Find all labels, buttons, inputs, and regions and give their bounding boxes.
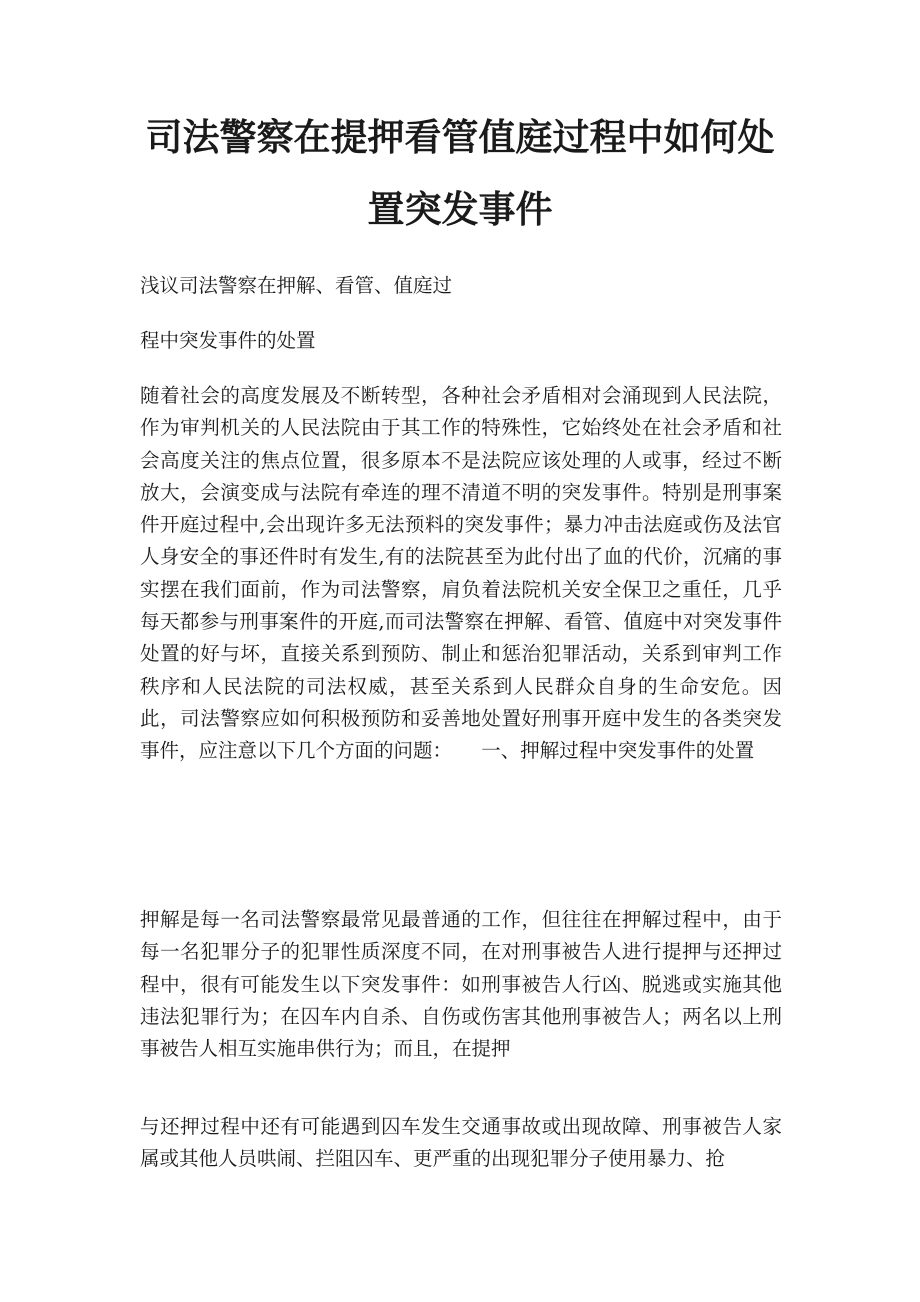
subtitle-line-1: 浅议司法警察在押解、看管、值庭过: [140, 274, 453, 297]
document-title-line-1: 司法警察在提押看管值庭过程中如何处: [145, 116, 775, 159]
document-title-line-2: 置突发事件: [367, 188, 553, 231]
body-paragraph-2: 押解是每一名司法警察最常见最普通的工作，但往往在押解过程中，由于每一名犯罪分子的犯罪性质深度不同，在对刑事被告人进行提押与还押过程中，很有可能发生以下突发事件：如刑事被告人行凶、脱逃或实施其他违法犯罪行为；在囚车内自杀、自伤或伤害其他刑事被告人；两名以上刑事被告人相互实施串供行为；而且，在提押: [140, 908, 782, 1061]
subtitle-line-2: 程中突发事件的处置: [140, 329, 316, 352]
body-paragraph-1: 随着社会的高度发展及不断转型，各种社会矛盾相对会涌现到人民法院，作为审判机关的人民法院由于其工作的特殊性，它始终处在社会矛盾和社会高度关注的焦点位置，很多原本不是法院应该处理的人或事，经过不断放大，会演变成与法院有牵连的理不清道不明的突发事件。特别是刑事案件开庭过程中,会出现许多无法预料的突发事件；暴力冲击法庭或伤及法官人身安全的事还件时有发生,有的法院甚至为此付出了血的代价，沉痛的事实摆在我们面前，作为司法警察，肩负着法院机关安全保卫之重任，几乎每天都参与刑事案件的开庭,而司法警察在押解、看管、值庭中对突发事件处置的好与坏，直接关系到预防、制止和惩治犯罪活动，关系到审判工作秩序和人民法院的司法权威，甚至关系到人民群众自身的生命安危。因此，司法警察应如何积极预防和妥善地处置好刑事开庭中发生的各类突发事件，应注意以下几个方面的问题： 一、押解过程中突发事件的处置: [140, 384, 782, 763]
body-paragraph-3: 与还押过程中还有可能遇到囚车发生交通事故或出现故障、刑事被告人家属或其他人员哄闹、拦阻囚车、更严重的出现犯罪分子使用暴力、抢: [140, 1115, 782, 1171]
